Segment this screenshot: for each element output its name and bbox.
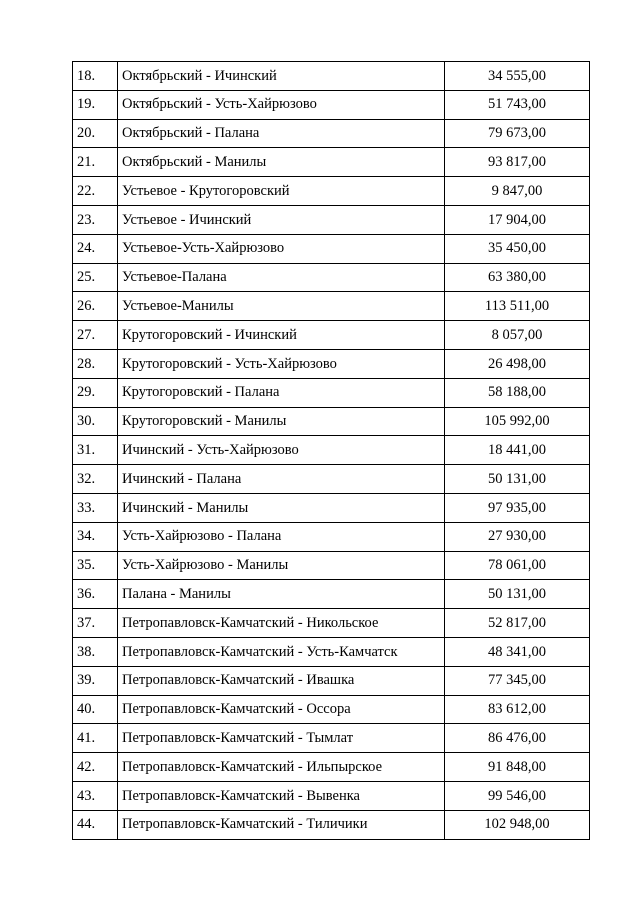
route-cell: Петропавловск-Камчатский - Ильпырское [118, 753, 445, 782]
row-number-cell: 31. [73, 436, 118, 465]
table-row [73, 349, 590, 378]
table-row [73, 177, 590, 206]
amount-cell: 18 441,00 [445, 436, 590, 465]
row-number-cell: 38. [73, 637, 118, 666]
table-row [73, 810, 590, 839]
row-number-cell: 27. [73, 321, 118, 350]
amount-cell: 105 992,00 [445, 407, 590, 436]
amount-cell: 51 743,00 [445, 90, 590, 119]
row-number-cell: 33. [73, 493, 118, 522]
row-number-cell: 25. [73, 263, 118, 292]
route-cell: Петропавловск-Камчатский - Тиличики [118, 810, 445, 839]
route-cell: Петропавловск-Камчатский - Тымлат [118, 724, 445, 753]
row-number-cell: 24. [73, 234, 118, 263]
amount-cell: 27 930,00 [445, 522, 590, 551]
table-row [73, 205, 590, 234]
table-row [73, 292, 590, 321]
amount-cell: 99 546,00 [445, 781, 590, 810]
route-cell: Октябрьский - Ичинский [118, 62, 445, 91]
table-row [73, 551, 590, 580]
amount-cell: 63 380,00 [445, 263, 590, 292]
route-cell: Петропавловск-Камчатский - Оссора [118, 695, 445, 724]
row-number-cell: 44. [73, 810, 118, 839]
row-number-cell: 22. [73, 177, 118, 206]
route-cell: Устьевое-Манилы [118, 292, 445, 321]
route-price-table [72, 61, 590, 840]
amount-cell: 8 057,00 [445, 321, 590, 350]
route-cell: Устьевое-Усть-Хайрюзово [118, 234, 445, 263]
table-row [73, 321, 590, 350]
table-row [73, 666, 590, 695]
amount-cell: 102 948,00 [445, 810, 590, 839]
table-row [73, 407, 590, 436]
amount-cell: 77 345,00 [445, 666, 590, 695]
route-cell: Ичинский - Манилы [118, 493, 445, 522]
amount-cell: 34 555,00 [445, 62, 590, 91]
row-number-cell: 40. [73, 695, 118, 724]
row-number-cell: 30. [73, 407, 118, 436]
amount-cell: 17 904,00 [445, 205, 590, 234]
route-cell: Ичинский - Палана [118, 465, 445, 494]
amount-cell: 50 131,00 [445, 465, 590, 494]
table-row [73, 234, 590, 263]
row-number-cell: 37. [73, 609, 118, 638]
row-number-cell: 42. [73, 753, 118, 782]
row-number-cell: 36. [73, 580, 118, 609]
table-row [73, 119, 590, 148]
row-number-cell: 41. [73, 724, 118, 753]
route-cell: Октябрьский - Палана [118, 119, 445, 148]
row-number-cell: 20. [73, 119, 118, 148]
route-cell: Устьевое - Ичинский [118, 205, 445, 234]
route-cell: Палана - Манилы [118, 580, 445, 609]
table-row [73, 637, 590, 666]
route-cell: Крутогоровский - Ичинский [118, 321, 445, 350]
row-number-cell: 34. [73, 522, 118, 551]
table-row [73, 753, 590, 782]
route-cell: Октябрьский - Манилы [118, 148, 445, 177]
amount-cell: 48 341,00 [445, 637, 590, 666]
route-cell: Петропавловск-Камчатский - Усть-Камчатск [118, 637, 445, 666]
route-cell: Крутогоровский - Манилы [118, 407, 445, 436]
route-cell: Крутогоровский - Палана [118, 378, 445, 407]
amount-cell: 9 847,00 [445, 177, 590, 206]
amount-cell: 58 188,00 [445, 378, 590, 407]
row-number-cell: 18. [73, 62, 118, 91]
amount-cell: 26 498,00 [445, 349, 590, 378]
table-body [73, 62, 590, 840]
row-number-cell: 28. [73, 349, 118, 378]
table-row [73, 378, 590, 407]
table-row [73, 148, 590, 177]
row-number-cell: 29. [73, 378, 118, 407]
route-cell: Устьевое - Крутогоровский [118, 177, 445, 206]
table-row [73, 62, 590, 91]
route-cell: Ичинский - Усть-Хайрюзово [118, 436, 445, 465]
amount-cell: 79 673,00 [445, 119, 590, 148]
table-row [73, 522, 590, 551]
amount-cell: 83 612,00 [445, 695, 590, 724]
row-number-cell: 35. [73, 551, 118, 580]
row-number-cell: 39. [73, 666, 118, 695]
amount-cell: 93 817,00 [445, 148, 590, 177]
amount-cell: 86 476,00 [445, 724, 590, 753]
route-cell: Крутогоровский - Усть-Хайрюзово [118, 349, 445, 378]
amount-cell: 50 131,00 [445, 580, 590, 609]
table-row [73, 580, 590, 609]
table-row [73, 609, 590, 638]
amount-cell: 52 817,00 [445, 609, 590, 638]
route-cell: Устьевое-Палана [118, 263, 445, 292]
table-row [73, 436, 590, 465]
table-row [73, 465, 590, 494]
table-row [73, 493, 590, 522]
route-cell: Усть-Хайрюзово - Палана [118, 522, 445, 551]
table-row [73, 724, 590, 753]
route-cell: Усть-Хайрюзово - Манилы [118, 551, 445, 580]
row-number-cell: 23. [73, 205, 118, 234]
amount-cell: 91 848,00 [445, 753, 590, 782]
route-cell: Октябрьский - Усть-Хайрюзово [118, 90, 445, 119]
row-number-cell: 43. [73, 781, 118, 810]
route-cell: Петропавловск-Камчатский - Ивашка [118, 666, 445, 695]
table-row [73, 781, 590, 810]
table-row [73, 263, 590, 292]
table-row [73, 90, 590, 119]
route-cell: Петропавловск-Камчатский - Вывенка [118, 781, 445, 810]
amount-cell: 78 061,00 [445, 551, 590, 580]
amount-cell: 97 935,00 [445, 493, 590, 522]
row-number-cell: 32. [73, 465, 118, 494]
table-row [73, 695, 590, 724]
amount-cell: 113 511,00 [445, 292, 590, 321]
row-number-cell: 26. [73, 292, 118, 321]
route-cell: Петропавловск-Камчатский - Никольское [118, 609, 445, 638]
row-number-cell: 21. [73, 148, 118, 177]
amount-cell: 35 450,00 [445, 234, 590, 263]
row-number-cell: 19. [73, 90, 118, 119]
